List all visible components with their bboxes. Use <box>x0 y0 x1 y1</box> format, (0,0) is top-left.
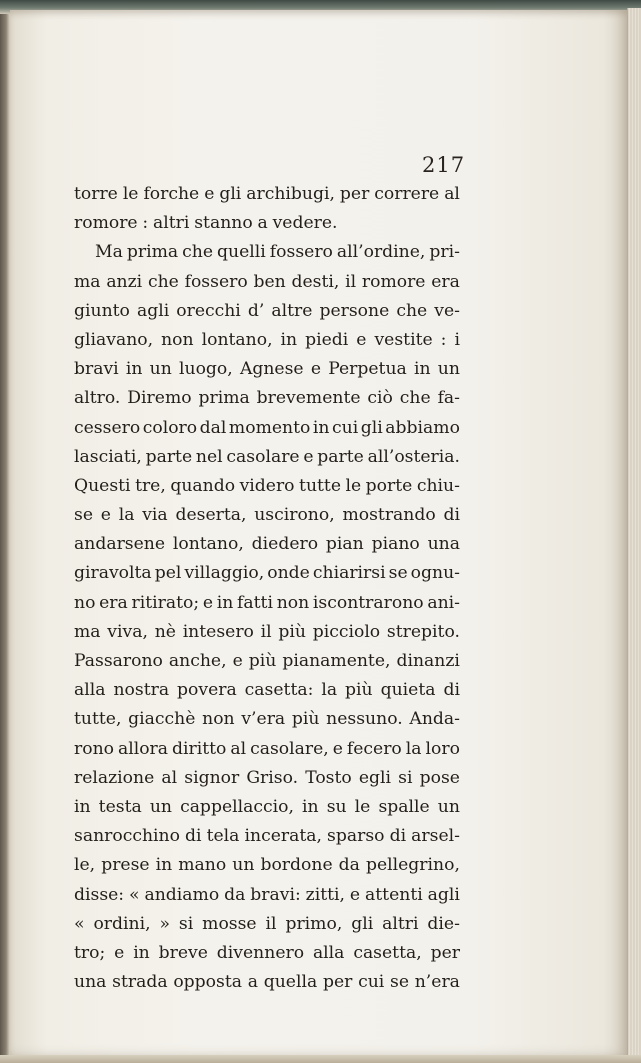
word: casolare <box>226 446 300 467</box>
text-line <box>74 647 460 676</box>
word: Diremo <box>127 388 192 409</box>
word: gli <box>351 913 374 934</box>
word: vedere. <box>272 213 338 234</box>
word: torre <box>74 184 118 204</box>
word: fecero <box>346 738 402 759</box>
word: fa- <box>437 388 460 409</box>
word: altri <box>382 913 419 934</box>
word: lasciati, <box>74 446 142 467</box>
word: quelli <box>217 242 266 263</box>
word: e <box>232 651 243 671</box>
word: nessuno. <box>326 709 403 730</box>
word: era <box>431 271 460 292</box>
word: più <box>278 621 306 642</box>
word: e <box>114 942 125 963</box>
word: nè <box>154 621 176 642</box>
word: giacchè <box>128 709 196 730</box>
word: stanno <box>194 213 253 234</box>
word: pel <box>154 563 182 584</box>
text-line <box>74 618 460 647</box>
word: onde <box>267 563 310 584</box>
word: al <box>161 767 178 788</box>
word: le <box>345 475 362 496</box>
word: le <box>122 184 139 204</box>
word: deserta, <box>175 505 247 526</box>
word: via <box>142 505 168 526</box>
word: non <box>276 592 310 613</box>
text-line <box>74 851 460 880</box>
word: un <box>437 359 460 380</box>
word: povera <box>177 680 237 701</box>
word: mostrando <box>342 505 436 526</box>
word: andiamo <box>144 884 220 905</box>
word: archibugi, <box>246 184 335 204</box>
word: mosse <box>202 913 257 934</box>
text-line <box>74 384 460 413</box>
word: brevemente <box>256 388 361 409</box>
word: a <box>247 972 258 993</box>
word: bravi <box>74 359 119 380</box>
text-line <box>74 676 460 705</box>
word: abbiamo <box>385 417 460 438</box>
word: si <box>178 913 194 934</box>
word: fossero <box>184 271 248 292</box>
word: di <box>389 826 407 847</box>
word: Griso. <box>246 767 299 788</box>
word: casetta: <box>244 680 314 701</box>
word: prima <box>198 388 250 409</box>
word: testa <box>98 796 142 817</box>
word: zitti, <box>305 884 345 905</box>
word: alla <box>312 942 345 963</box>
word: parte <box>145 446 193 467</box>
word: incerata, <box>244 826 322 847</box>
word: primo, <box>285 913 343 934</box>
word: la <box>405 738 422 759</box>
word: di <box>443 680 460 701</box>
word: altre <box>271 300 313 321</box>
word: le <box>354 796 371 817</box>
word: ani- <box>427 592 460 613</box>
word: più <box>248 651 277 671</box>
word: v’era <box>241 709 286 730</box>
word: Ma <box>95 242 123 263</box>
page-number: 217 <box>422 153 466 177</box>
word: nel <box>195 446 223 467</box>
word: non <box>161 329 194 350</box>
word: casetta, <box>353 942 422 963</box>
word: tre, <box>135 475 166 496</box>
word: spalle <box>378 796 430 817</box>
word: forche <box>143 184 200 204</box>
word: rono <box>74 738 114 759</box>
word: Passarono <box>74 651 163 671</box>
word: gliavano, <box>74 329 154 350</box>
word: cui <box>332 417 359 438</box>
word: per <box>430 942 460 963</box>
word: all’ordine, <box>336 242 426 263</box>
word: in <box>155 855 173 876</box>
word: la <box>321 680 338 701</box>
word: porte <box>365 475 413 496</box>
word: nostra <box>113 680 170 701</box>
word: gli <box>360 417 383 438</box>
text-line <box>74 881 460 910</box>
word: piano <box>371 534 420 555</box>
word: Perpetua <box>328 359 407 380</box>
word: romore <box>74 213 138 234</box>
word: viva, <box>107 621 148 642</box>
word: ma <box>74 271 101 292</box>
word: ognu- <box>410 563 460 584</box>
word: alla <box>74 680 106 701</box>
word: tutte <box>299 475 341 496</box>
word: in <box>280 329 298 350</box>
word: sanrocchino <box>74 826 180 847</box>
text-line <box>74 501 460 530</box>
page-bottom-edge <box>0 1055 641 1063</box>
word: a <box>257 213 268 234</box>
word: egli <box>358 767 392 788</box>
word: giravolta <box>74 563 152 584</box>
word: momento <box>228 417 311 438</box>
word: iscontrarono <box>312 592 424 613</box>
word: Anda- <box>409 709 460 730</box>
word: ma <box>74 621 101 642</box>
word: » <box>159 913 170 934</box>
word: n’era <box>414 972 460 993</box>
text-line <box>74 326 460 355</box>
word: se <box>388 563 408 584</box>
word: Questi <box>74 475 131 496</box>
word: quando <box>170 475 236 496</box>
word: più <box>291 709 320 730</box>
word: da <box>338 855 360 876</box>
word: ordini, <box>93 913 151 934</box>
word: diritto <box>172 738 227 759</box>
word: Tosto <box>305 767 352 788</box>
word: e <box>202 592 214 613</box>
text-line <box>74 822 460 851</box>
text-line <box>74 414 460 443</box>
word: pianamente, <box>282 651 391 671</box>
word: divennero <box>216 942 305 963</box>
word: romore <box>361 271 426 292</box>
word: chiarirsi <box>312 563 386 584</box>
page-fore-edge <box>627 8 641 1063</box>
word: e <box>204 184 215 204</box>
word: tela <box>206 826 240 847</box>
word: quella <box>263 972 318 993</box>
word: signor <box>184 767 240 788</box>
word: persone <box>319 300 390 321</box>
word: bravi: <box>250 884 301 905</box>
text-line <box>74 793 460 822</box>
word: prese <box>101 855 150 876</box>
word: tutte, <box>74 709 122 730</box>
text-line <box>74 472 460 501</box>
word: più <box>345 680 373 701</box>
word: che <box>147 271 179 292</box>
text-line <box>74 735 460 764</box>
word: lontano, <box>201 329 273 350</box>
word: per <box>339 184 370 204</box>
text-line <box>74 180 460 209</box>
word: attenti <box>365 884 423 905</box>
word: pellegrino, <box>365 855 460 876</box>
body-text <box>74 180 460 997</box>
word: se <box>74 505 93 526</box>
word: in <box>302 796 319 817</box>
word: ritirato; <box>131 592 200 613</box>
word: die- <box>427 913 460 934</box>
text-line <box>74 764 460 793</box>
word: e <box>100 505 111 526</box>
word: d’ <box>247 300 265 321</box>
word: ve- <box>434 300 460 321</box>
word: orecchi <box>176 300 241 321</box>
word: anche, <box>168 651 227 671</box>
word: la <box>118 505 135 526</box>
word: e <box>356 329 367 350</box>
word: cui <box>358 972 385 993</box>
word: giunto <box>74 300 130 321</box>
word: luogo, <box>179 359 233 380</box>
word: parte <box>317 446 364 467</box>
word: dinanzi <box>396 651 460 671</box>
text-line <box>74 355 460 384</box>
word: agli <box>136 300 170 321</box>
word: in <box>125 359 143 380</box>
word: ben <box>253 271 286 292</box>
word: pian <box>325 534 364 555</box>
word: al <box>230 738 247 759</box>
word: ciò <box>367 388 393 409</box>
word: il <box>345 271 357 292</box>
word: no <box>74 592 96 613</box>
word: una <box>74 972 107 993</box>
text-line <box>74 297 460 326</box>
word: un <box>232 855 255 876</box>
word: « <box>129 884 140 905</box>
word: e <box>310 359 321 380</box>
word: quieta <box>380 680 436 701</box>
text-line <box>74 589 460 618</box>
word: disse: <box>74 884 125 905</box>
word: picciolo <box>312 621 381 642</box>
text-line <box>74 910 460 939</box>
word: altri <box>153 213 190 234</box>
word: se <box>390 972 409 993</box>
word: strada <box>112 972 168 993</box>
word: dal <box>199 417 227 438</box>
word: arsel- <box>411 826 460 847</box>
word: il <box>260 621 272 642</box>
word: « <box>74 913 85 934</box>
word: e <box>303 446 314 467</box>
word: in <box>216 592 234 613</box>
text-line <box>74 268 460 297</box>
word: : <box>142 213 149 234</box>
word: villaggio, <box>184 563 265 584</box>
text-line <box>74 530 460 559</box>
word: diedero <box>251 534 319 555</box>
word: chiu- <box>416 475 460 496</box>
word: uscirono, <box>254 505 335 526</box>
text-line <box>74 443 460 472</box>
word: cessero <box>74 417 141 438</box>
word: in <box>312 417 330 438</box>
text-line <box>74 939 460 968</box>
word: prima <box>126 242 179 263</box>
word: tro; <box>74 942 106 963</box>
word: andarsene <box>74 534 166 555</box>
word: relazione <box>74 767 155 788</box>
word: loro <box>425 738 460 759</box>
text-line <box>74 968 460 997</box>
word: in <box>133 942 150 963</box>
word: per <box>322 972 353 993</box>
word: cappellaccio, <box>180 796 294 817</box>
word: fossero <box>269 242 333 263</box>
word: desti, <box>291 271 340 292</box>
word: breve <box>158 942 208 963</box>
word: un <box>149 359 172 380</box>
word: correre <box>374 184 440 204</box>
word: le, <box>74 855 96 876</box>
word: all’osteria. <box>367 446 460 467</box>
word: i <box>454 329 460 350</box>
word: che <box>182 242 214 263</box>
word: una <box>427 534 460 555</box>
word: pose <box>419 767 460 788</box>
word: casolare, <box>250 738 329 759</box>
word: Agnese <box>239 359 304 380</box>
word: e <box>349 884 361 905</box>
word: anzi <box>106 271 143 292</box>
word: gli <box>219 184 242 204</box>
word: mano <box>178 855 227 876</box>
text-line <box>74 559 460 588</box>
word: e <box>332 738 343 759</box>
word: opposta <box>173 972 242 993</box>
word: di <box>443 505 460 526</box>
word: coloro <box>142 417 198 438</box>
word: in <box>413 359 431 380</box>
word: che <box>399 388 431 409</box>
word: videro <box>239 475 295 496</box>
word: un <box>437 796 460 817</box>
word: bordone <box>260 855 333 876</box>
word: : <box>440 329 447 350</box>
word: su <box>326 796 347 817</box>
word: allora <box>117 738 169 759</box>
word: che <box>396 300 428 321</box>
word: sparso <box>327 826 385 847</box>
word: vestite <box>374 329 433 350</box>
word: si <box>398 767 413 788</box>
word: al <box>444 184 460 204</box>
word: non <box>202 709 235 730</box>
text-line <box>74 209 460 238</box>
word: piedi <box>305 329 349 350</box>
word: lontano, <box>172 534 244 555</box>
word: il <box>265 913 277 934</box>
word: da <box>224 884 246 905</box>
word: in <box>74 796 91 817</box>
word: un <box>149 796 172 817</box>
word: era <box>99 592 128 613</box>
text-line <box>74 705 460 734</box>
word: fatti <box>237 592 273 613</box>
word: altro. <box>74 388 121 409</box>
text-line <box>74 238 460 267</box>
word: intesero <box>182 621 254 642</box>
word: strepito. <box>386 621 460 642</box>
word: pri- <box>429 242 460 263</box>
word: di <box>185 826 202 847</box>
word: agli <box>427 884 460 905</box>
